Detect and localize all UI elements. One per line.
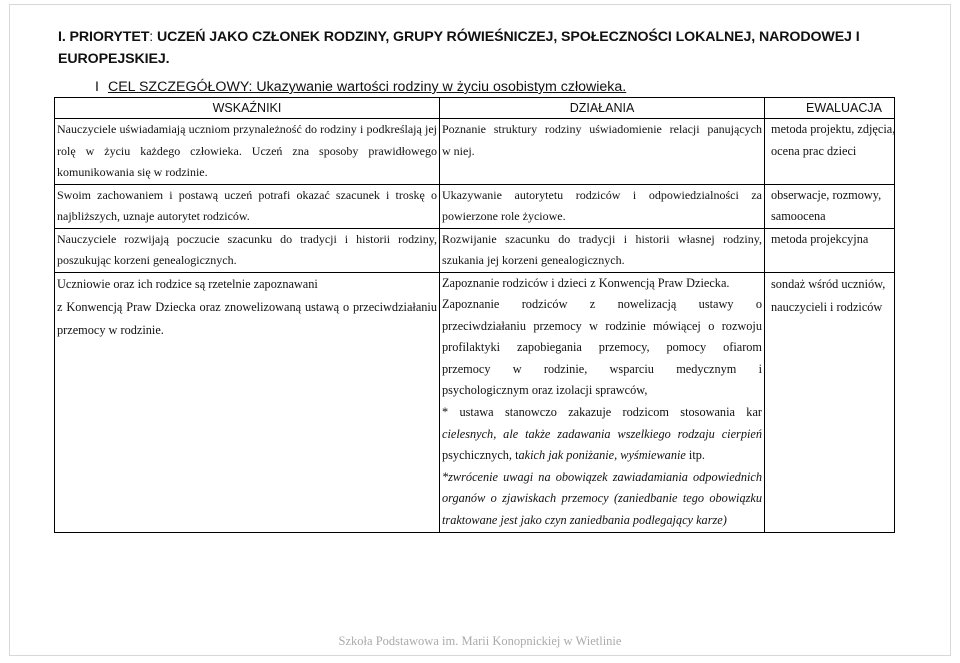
indicator-line: poszukując korzeni genealogicznych. bbox=[57, 253, 237, 267]
evaluation-cell bbox=[765, 228, 895, 272]
indicator-cell bbox=[55, 119, 440, 185]
action-cell bbox=[440, 272, 765, 532]
action-line: Ukazywanie autorytetu rodziców i odpowiedzialności za bbox=[442, 187, 762, 202]
action-cell bbox=[440, 228, 765, 272]
action-line: powierzone role życiowe. bbox=[442, 209, 566, 223]
action-line: przeciwdziałaniu przemocy w rodzinie mówiącej o rozwoju bbox=[442, 318, 762, 333]
action-note-line: *zwrócenie uwagi na obowiązek zawiadamiania odpowiednich bbox=[442, 469, 762, 484]
action-line: profilaktyki zapobiegania przemocy, pomocy ofiarom bbox=[442, 340, 762, 355]
evaluation-cell bbox=[765, 184, 895, 228]
indicator-line: komunikowania się w rodzinie. bbox=[57, 165, 208, 179]
indicator-line: najbliższych, uznaje autorytet rodziców. bbox=[57, 209, 250, 223]
table-row bbox=[55, 184, 895, 228]
evaluation-cell bbox=[765, 119, 895, 185]
evaluation-line: sondaż wśród uczniów, bbox=[771, 276, 886, 291]
evaluation-line: metoda projekcyjna bbox=[771, 231, 869, 246]
evaluation-line: metoda projektu, zdjęcia, bbox=[771, 122, 896, 136]
action-note-line: organów o zjawiskach przemocy (zaniedbanie tego obowiązku bbox=[442, 491, 762, 506]
action-line: Zapoznanie rodziców z nowelizacją ustawy o bbox=[442, 297, 762, 312]
action-text: akich jak poniżanie, wyśmiewanie bbox=[518, 448, 686, 463]
table-header-row bbox=[55, 98, 895, 119]
action-text: psychicznych, t bbox=[442, 448, 519, 463]
indicator-line: Nauczyciele uświadamiają uczniom przynależność do rodziny i podkreślają jej bbox=[57, 122, 437, 136]
action-line: Poznanie struktury rodziny uświadomienie relacji panujących bbox=[442, 122, 762, 136]
action-note-line: traktowane jest jako czyn zaniedbania podlegający karze) bbox=[442, 513, 727, 528]
header-evaluation: EWALUACJA bbox=[765, 98, 895, 119]
indicator-line: przemocy w rodzinie. bbox=[57, 322, 164, 337]
action-line bbox=[442, 445, 762, 467]
indicator-cell bbox=[55, 272, 440, 532]
table-row bbox=[55, 119, 895, 185]
table-row bbox=[55, 272, 895, 532]
plan-table bbox=[54, 97, 895, 533]
objective-number: I bbox=[95, 79, 99, 95]
priority-heading bbox=[58, 26, 898, 70]
action-line: psychologicznym oraz izolacji sprawców, bbox=[442, 383, 648, 398]
objective-line bbox=[95, 78, 626, 96]
objective-text: : Ukazywanie wartości rodziny w życiu osobistym człowieka. bbox=[248, 79, 627, 95]
objective-label: CEL SZCZEGÓŁOWY bbox=[107, 79, 249, 95]
evaluation-line: obserwacje, rozmowy, bbox=[771, 187, 882, 202]
action-line: * ustawa stanowczo zakazuje rodzicom stosowania kar bbox=[442, 405, 762, 420]
action-line: szukania jej korzeni genealogicznych. bbox=[442, 253, 625, 267]
action-line: przemocy w rodzinie, wsparciu medycznym i bbox=[442, 361, 762, 376]
evaluation-cell bbox=[765, 272, 895, 532]
evaluation-line: samoocena bbox=[771, 209, 826, 223]
action-line: cielesnych, ale także zadawania wszelkiego rodzaju cierpień bbox=[442, 426, 762, 441]
header-actions: DZIAŁANIA bbox=[440, 98, 765, 119]
indicator-line: rolę w życiu każdego człowieka. Uczeń zna sposoby prawidłowego bbox=[57, 143, 437, 158]
evaluation-line: nauczycieli i rodziców bbox=[771, 299, 883, 314]
indicator-line: Uczniowie oraz ich rodzice są rzetelnie zapoznawani bbox=[57, 276, 318, 291]
page-footer: Szkoła Podstawowa im. Marii Konopnickiej w Wietlinie bbox=[338, 634, 622, 648]
action-cell bbox=[440, 184, 765, 228]
indicator-line: z Konwencją Praw Dziecka oraz znowelizowaną ustawą o przeciwdziałaniu bbox=[57, 299, 437, 314]
action-text: itp. bbox=[685, 448, 705, 463]
evaluation-line: ocena prac dzieci bbox=[771, 143, 857, 158]
action-line: Rozwijanie szacunku do tradycji i historii własnej rodziny, bbox=[442, 231, 762, 246]
table-row bbox=[55, 228, 895, 272]
action-line: Zapoznanie rodziców i dzieci z Konwencją Praw Dziecka. bbox=[442, 275, 730, 290]
action-line: w niej. bbox=[442, 143, 475, 158]
indicator-line: Swoim zachowaniem i postawą uczeń potrafi okazać szacunek i troskę o bbox=[57, 187, 437, 202]
indicator-cell bbox=[55, 184, 440, 228]
indicator-cell bbox=[55, 228, 440, 272]
action-cell bbox=[440, 119, 765, 185]
header-indicators: WSKAŹNIKI bbox=[55, 98, 440, 119]
indicator-line: Nauczyciele rozwijają poczucie szacunku do tradycji i historii rodziny, bbox=[57, 231, 437, 246]
priority-prefix: I. PRIORYTET bbox=[58, 29, 150, 45]
priority-colon: : bbox=[149, 29, 157, 45]
priority-text-line2: EUROPEJSKIEJ. bbox=[58, 51, 170, 67]
priority-text-line1: UCZEŃ JAKO CZŁONEK RODZINY, GRUPY RÓWIEŚNICZEJ, SPOŁECZNOŚCI LOKALNEJ, NARODOWEJ I bbox=[156, 29, 860, 45]
